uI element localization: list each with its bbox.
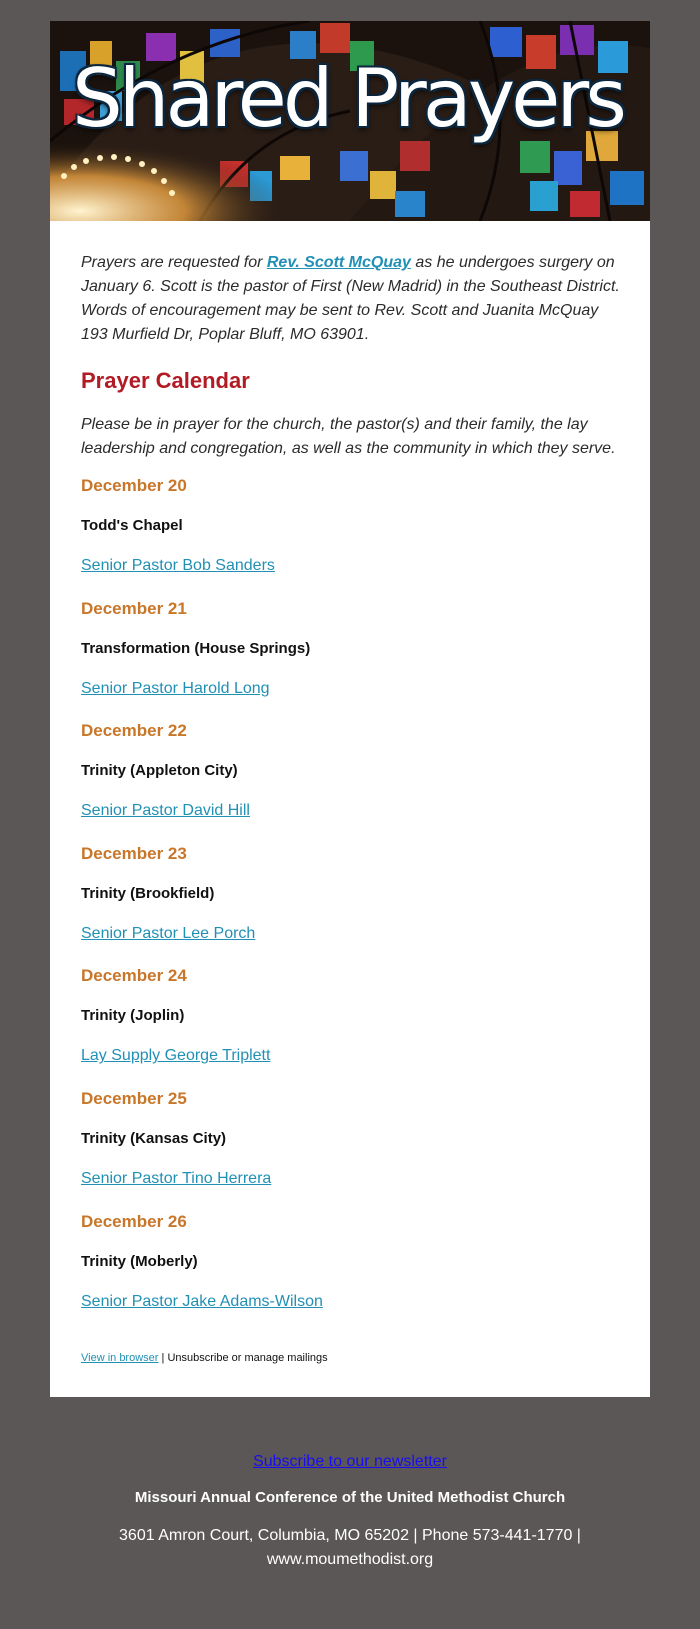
calendar-entry bbox=[81, 843, 621, 966]
intro-text-after: as he undergoes surgery on January 6. Scott is the pastor of First (New Madrid) in the Southeast District. Words of encouragement may be sent to Rev. Scott and Juanita McQuay 193 Murfield Dr, Poplar Bluff, MO 63901. bbox=[81, 254, 620, 343]
entry-date: December 26 bbox=[81, 1211, 187, 1231]
page-footer bbox=[0, 1453, 700, 1572]
entry-church: Trinity (Kansas City) bbox=[81, 1129, 227, 1147]
organization-name: Missouri Annual Conference of the United Methodist Church bbox=[134, 1489, 566, 1506]
intro-text-before: Prayers are requested for bbox=[81, 254, 267, 271]
entry-church: Transformation (House Springs) bbox=[81, 639, 311, 657]
entry-church: Todd's Chapel bbox=[81, 517, 183, 534]
intro-paragraph bbox=[81, 251, 621, 347]
content bbox=[81, 251, 621, 1333]
email-card bbox=[50, 21, 650, 1397]
entry-church: Trinity (Moberly) bbox=[81, 1252, 198, 1270]
entry-church: Trinity (Appleton City) bbox=[81, 762, 238, 780]
entry-date: December 20 bbox=[81, 476, 187, 495]
banner-title: Shared Prayers bbox=[72, 52, 623, 145]
footer-separator: | bbox=[158, 1352, 168, 1364]
entry-church: Trinity (Brookfield) bbox=[81, 884, 215, 902]
calendar-entry bbox=[81, 1088, 621, 1211]
calendar-entry bbox=[81, 598, 621, 721]
entry-pastor-link[interactable]: Senior Pastor David Hill bbox=[81, 802, 250, 820]
entry-pastor-link[interactable]: Lay Supply George Triplett bbox=[81, 1047, 271, 1065]
calendar-entry bbox=[81, 1211, 621, 1334]
calendar-intro: Please be in prayer for the church, the pastor(s) and their family, the lay leadership and congregation, as well as the community in which they serve. bbox=[81, 416, 616, 457]
entry-date: December 24 bbox=[81, 966, 187, 986]
organization-address: 3601 Amron Court, Columbia, MO 65202 | Phone 573-441-1770 | www.moumethodist.org bbox=[119, 1527, 581, 1568]
entry-pastor-link[interactable]: Senior Pastor Jake Adams-Wilson bbox=[81, 1292, 323, 1310]
entry-church: Trinity (Joplin) bbox=[81, 1007, 185, 1025]
banner bbox=[50, 21, 650, 221]
view-in-browser-link[interactable]: View in browser bbox=[81, 1352, 159, 1364]
entry-date: December 22 bbox=[81, 721, 187, 741]
entry-pastor-link[interactable]: Senior Pastor Lee Porch bbox=[81, 924, 256, 942]
calendar-entries bbox=[81, 475, 621, 1333]
entry-date: December 21 bbox=[81, 598, 187, 618]
entry-date: December 25 bbox=[81, 1088, 187, 1108]
calendar-entry bbox=[81, 720, 621, 843]
rev-scott-mcquay-link[interactable]: Rev. Scott McQuay bbox=[266, 254, 411, 271]
calendar-entry bbox=[81, 475, 621, 598]
footer-links bbox=[81, 1352, 328, 1364]
entry-pastor-link[interactable]: Senior Pastor Tino Herrera bbox=[81, 1169, 272, 1187]
subscribe-link[interactable]: Subscribe to our newsletter bbox=[253, 1453, 447, 1470]
entry-pastor-link[interactable]: Senior Pastor Bob Sanders bbox=[81, 557, 275, 574]
unsubscribe-text[interactable]: Unsubscribe or manage mailings bbox=[167, 1352, 328, 1364]
prayer-calendar-heading: Prayer Calendar bbox=[81, 368, 250, 393]
calendar-entry bbox=[81, 965, 621, 1088]
entry-pastor-link[interactable]: Senior Pastor Harold Long bbox=[81, 679, 270, 697]
entry-date: December 23 bbox=[81, 843, 187, 863]
